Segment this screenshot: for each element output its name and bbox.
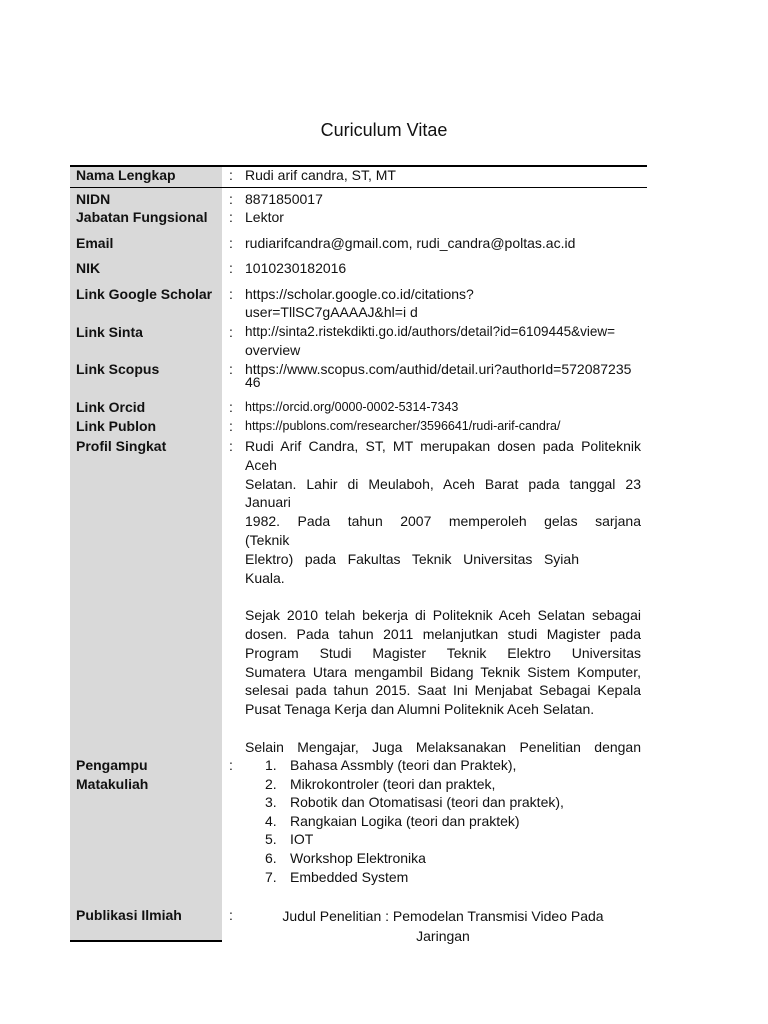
label-link-publon: Link Publon (76, 418, 157, 434)
label-profil-singkat: Profil Singkat (76, 438, 167, 454)
separator-colon: : (229, 260, 233, 276)
separator-colon: : (229, 418, 233, 434)
profile-line: Elektro) pada Fakultas Teknik Universitas Syiah (245, 550, 579, 567)
page-title: Curiculum Vitae (320, 120, 448, 140)
label-nama-lengkap: Nama Lengkap (76, 167, 176, 183)
value-nama-lengkap: Rudi arif candra, ST, MT (245, 167, 396, 183)
course-item (265, 868, 564, 887)
label-nik: NIK (76, 260, 101, 276)
course-name: Workshop Elektronika (290, 849, 426, 866)
label-link-sinta: Link Sinta (76, 324, 143, 340)
separator-colon: : (229, 235, 233, 251)
label-jabatan-fungsional: Jabatan Fungsional (76, 209, 208, 225)
course-name: Bahasa Assmbly (teori dan Praktek), (290, 757, 517, 773)
value-jabatan-fungsional: Lektor (245, 209, 284, 225)
course-number: 2. (265, 775, 277, 792)
separator-colon: : (229, 757, 233, 773)
profile-line: (Teknik (245, 531, 290, 548)
profile-line: Selatan. Lahir di Meulaboh, Aceh Barat pada tanggal 23 (245, 475, 641, 492)
header-row-rule (70, 187, 647, 188)
value-nik: 1010230182016 (245, 260, 347, 276)
table-bottom-rule (70, 940, 222, 942)
profile-line: Pusat Tenaga Kerja dan Alumni Politeknik Aceh Selatan. (245, 701, 595, 718)
value-nidn: 8871850017 (245, 191, 323, 207)
course-item (265, 775, 564, 794)
course-name: Robotik dan Otomatisasi (teori dan praktek), (290, 794, 564, 811)
profile-line: Aceh (245, 456, 277, 473)
course-item (265, 849, 564, 868)
profile-line: selesai pada tahun 2015. Saat Ini Menjabat Sebagai Kepala (245, 682, 641, 699)
separator-colon: : (229, 191, 233, 207)
label-publikasi-ilmiah: Publikasi Ilmiah (76, 907, 182, 923)
label-link-scopus: Link Scopus (76, 361, 160, 377)
profile-line: Sumatera Utara mengambil Bidang Teknik Sistem Komputer, (245, 663, 641, 680)
separator-colon: : (229, 399, 233, 415)
profile-text (245, 437, 641, 755)
separator-colon: : (229, 167, 233, 183)
course-name: Mikrokontroler (teori dan praktek, (290, 775, 496, 792)
publication-text (245, 906, 641, 946)
separator-colon: : (229, 361, 233, 377)
label-link-orcid: Link Orcid (76, 399, 146, 415)
separator-colon: : (229, 324, 233, 340)
value-email: rudiarifcandra@gmail.com, rudi_candra@poltas.ac.id (245, 235, 576, 251)
label-link-google-scholar: Link Google Scholar (76, 286, 213, 302)
course-name: IOT (290, 831, 314, 848)
value-google-scholar-line1: https://scholar.google.co.id/citations? (245, 286, 474, 302)
label-nidn: NIDN (76, 191, 111, 207)
course-number: 7. (265, 868, 277, 885)
profile-line: 1982. Pada tahun 2007 memperoleh gelas sarjana (245, 513, 641, 530)
course-name: Rangkaian Logika (teori dan praktek) (290, 812, 520, 829)
course-name: Embedded System (290, 868, 409, 885)
separator-colon: : (229, 209, 233, 225)
course-item (265, 793, 564, 812)
course-item (265, 812, 564, 831)
value-scopus-line2: 46 (245, 374, 261, 390)
label-email: Email (76, 235, 114, 251)
course-number: 4. (265, 812, 277, 829)
separator-colon: : (229, 438, 233, 454)
value-orcid: https://orcid.org/0000-0002-5314-7343 (245, 400, 459, 414)
separator-colon: : (229, 286, 233, 302)
value-sinta-line1: http://sinta2.ristekdikti.go.id/authors/detail?id=6109445&view= (245, 324, 615, 339)
profile-line: Program Studi Magister Teknik Elektro Universitas (245, 644, 641, 661)
separator-colon: : (229, 907, 233, 923)
profile-line: Kuala. (245, 569, 285, 586)
publication-line: Judul Penelitian : Pemodelan Transmisi Video Pada (282, 908, 604, 924)
profile-line: Januari (245, 494, 291, 511)
label-matakuliah: Matakuliah (76, 776, 149, 792)
profile-line: dosen. Pada tahun 2011 melanjutkan studi Magister pada (245, 625, 641, 642)
value-sinta-line2: overview (245, 342, 301, 358)
value-publon: https://publons.com/researcher/3596641/rudi-arif-candra/ (245, 419, 561, 433)
course-item (265, 830, 564, 849)
value-google-scholar-line2: user=TllSC7gAAAAJ&hl=i d (245, 304, 418, 320)
course-number: 1. (265, 757, 277, 773)
label-column-background (70, 166, 222, 941)
course-item (265, 756, 564, 775)
course-number: 6. (265, 849, 277, 866)
course-number: 5. (265, 831, 277, 848)
profile-line: Selain Mengajar, Juga Melaksanakan Penelitian dengan (245, 738, 641, 755)
profile-line: Sejak 2010 telah bekerja di Politeknik Aceh Selatan sebagai (245, 607, 641, 624)
label-pengampu: Pengampu (76, 757, 148, 773)
value-scopus-line1: https://www.scopus.com/authid/detail.uri?authorId=572087235 (245, 361, 632, 377)
profile-line: Rudi Arif Candra, ST, MT merupakan dosen pada Politeknik (245, 438, 641, 454)
course-list (265, 756, 564, 886)
publication-line: Jaringan (416, 928, 470, 944)
course-number: 3. (265, 794, 277, 811)
